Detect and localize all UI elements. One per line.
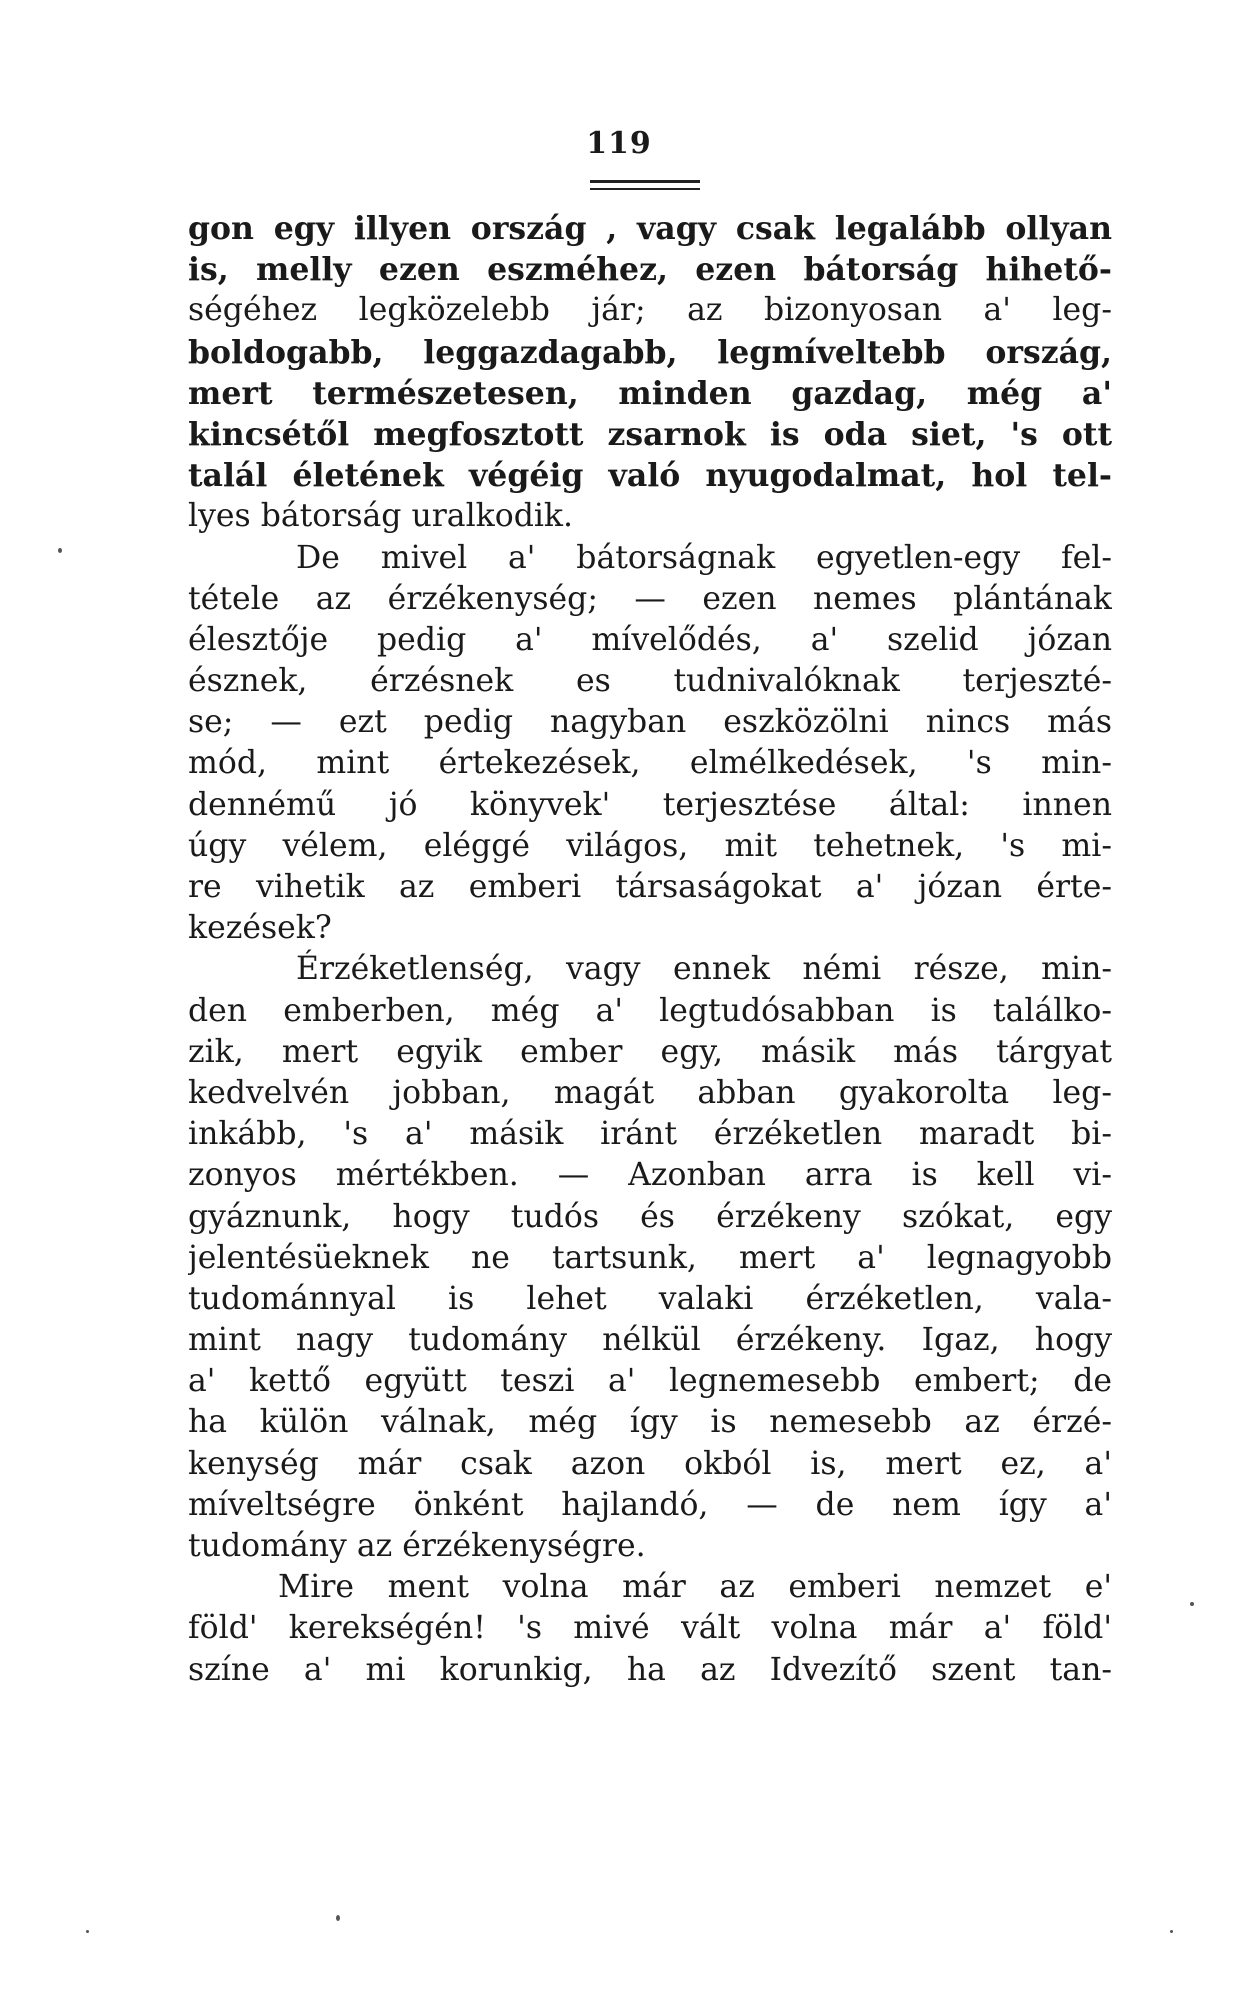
text-line: zik, mert egyik ember egy, másik más tárgyat xyxy=(188,1033,1112,1070)
text-line: a' kettő együtt teszi a' legnemesebb embert; de xyxy=(188,1363,1112,1400)
header-rule xyxy=(590,180,700,190)
text-line: mód, mint értekezések, elmélkedések, 's min- xyxy=(188,745,1112,782)
text-line: talál életének végéig való nyugodalmat, hol tel- xyxy=(188,457,1112,495)
print-speck xyxy=(86,1930,89,1933)
text-line: kincsétől megfosztott zsarnok is oda siet, 's ott xyxy=(188,415,1112,453)
text-line: inkább, 's a' másik iránt érzéketlen maradt bi- xyxy=(188,1116,1112,1153)
text-line: De mivel a' bátorságnak egyetlen-egy fel- xyxy=(296,539,1112,576)
text-line: gon egy illyen ország , vagy csak legalább ollyan xyxy=(188,210,1112,247)
text-line: míveltségre önként hajlandó, — de nem így a' xyxy=(188,1486,1112,1523)
print-speck xyxy=(1190,1602,1194,1606)
text-line: élesztője pedig a' mívelődés, a' szelid józan xyxy=(188,621,1112,658)
text-line: is, melly ezen eszméhez, ezen bátorság hihető- xyxy=(188,251,1112,289)
text-line: észnek, érzésnek es tudnivalóknak terjeszté- xyxy=(188,663,1112,700)
text-line: kenység már csak azon okból is, mert ez, a' xyxy=(188,1445,1112,1482)
text-line: föld' kerekségén! 's mivé vált volna már a' föld' xyxy=(188,1610,1112,1647)
text-line: dennémű jó könyvek' terjesztése által: innen xyxy=(188,786,1112,823)
text-line: kedvelvén jobban, magát abban gyakorolta leg- xyxy=(188,1074,1112,1111)
text-line: boldogabb, leggazdagabb, legmíveltebb ország, xyxy=(188,333,1112,371)
text-line: ha külön válnak, még így is nemesebb az érzé- xyxy=(188,1404,1112,1441)
text-line: zonyos mértékben. — Azonban arra is kell vi- xyxy=(188,1157,1112,1194)
text-line: tétele az érzékenység; — ezen nemes plántának xyxy=(188,580,1112,617)
text-line: Mire ment volna már az emberi nemzet e' xyxy=(278,1569,1112,1606)
text-line: den emberben, még a' legtudósabban is találko- xyxy=(188,992,1112,1029)
print-speck xyxy=(58,548,62,553)
text-line: kezések? xyxy=(188,910,332,947)
print-speck xyxy=(1170,1930,1173,1933)
text-line: lyes bátorság uralkodik. xyxy=(188,498,574,535)
text-line: Érzéketlenség, vagy ennek némi része, min- xyxy=(296,951,1112,988)
text-line: se; — ezt pedig nagyban eszközölni nincs más xyxy=(188,704,1112,741)
text-line: úgy vélem, eléggé világos, mit tehetnek, 's mi- xyxy=(188,827,1112,864)
text-line: tudománnyal is lehet valaki érzéketlen, vala- xyxy=(188,1280,1112,1317)
text-line: gyáznunk, hogy tudós és érzékeny szókat, egy xyxy=(188,1198,1112,1235)
text-line: mert természetesen, minden gazdag, még a' xyxy=(188,374,1112,412)
text-line: mint nagy tudomány nélkül érzékeny. Igaz, hogy xyxy=(188,1322,1112,1359)
text-line: színe a' mi korunkig, ha az Idvezítő szent tan- xyxy=(188,1651,1112,1688)
text-line: re vihetik az emberi társaságokat a' józan érte- xyxy=(188,869,1112,905)
text-line: tudomány az érzékenységre. xyxy=(188,1528,646,1564)
body-text xyxy=(188,208,1112,1691)
text-line: jelentésüeknek ne tartsunk, mert a' legnagyobb xyxy=(188,1239,1112,1276)
text-line: ségéhez legközelebb jár; az bizonyosan a' leg- xyxy=(188,292,1112,329)
print-speck xyxy=(336,1915,340,1921)
page-number: 119 xyxy=(586,126,652,161)
